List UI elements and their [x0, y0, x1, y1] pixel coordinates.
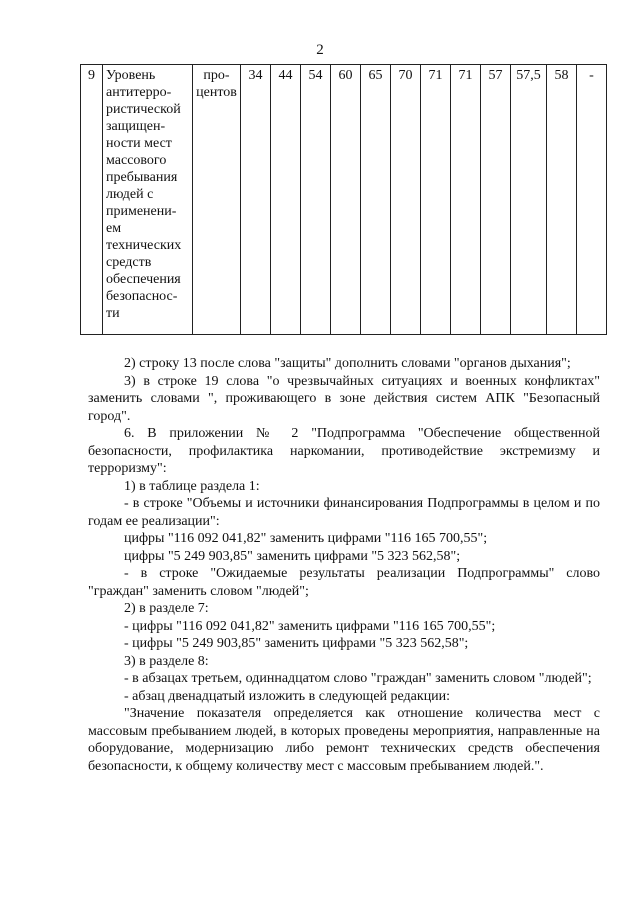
value-cell: 58	[547, 65, 577, 335]
paragraph: - абзац двенадцатый изложить в следующей редакции:	[124, 688, 451, 704]
paragraph: цифры "116 092 041,82" заменить цифрами "116 165 700,55";	[124, 531, 488, 546]
paragraph: 2) в разделе 7:	[124, 601, 209, 616]
paragraph: 1) в таблице раздела 1:	[124, 478, 260, 494]
paragraph: 3) в строке 19 слова "о чрезвычайных ситуациях и военных конфликтах" заменить словами ", проживающего в зоне действия систем АПК "Безопасный город".	[88, 373, 600, 424]
value-cell: 54	[301, 65, 331, 335]
paragraph: - в строке "Объемы и источники финансирования Подпрограммы в целом и по годам ее реализации":	[88, 496, 600, 529]
paragraph: 3) в разделе 8:	[124, 653, 209, 669]
unit-of-measure: про- центов	[193, 65, 241, 335]
paragraph: 2) строку 13 после слова "защиты" дополнить словами "органов дыхания";	[124, 356, 571, 371]
paragraph: - цифры "116 092 041,82" заменить цифрами "116 165 700,55";	[124, 618, 496, 634]
value-cell: 44	[271, 65, 301, 335]
amendment-text	[88, 355, 600, 775]
indicator-name: Уровень антитерро- ристической защищен- ности мест массового пребывания людей с применени- ем технических средств обеспечения безопаснос- ти	[103, 65, 193, 335]
paragraph: 6. В приложении № 2 "Подпрограмма "Обеспечение общественной безопасности, профилактика наркомании, противодействие экстремизму и терроризму":	[88, 426, 600, 476]
value-cell: 65	[361, 65, 391, 335]
row-number: 9	[81, 65, 103, 335]
table-row	[81, 65, 607, 335]
value-cell: 71	[451, 65, 481, 335]
page-number: 2	[316, 42, 324, 58]
paragraph: "Значение показателя определяется как отношение количества мест с массовым пребыванием людей, в которых проведены мероприятия, направленные на оборудование, модернизацию либо ремонт технических средств обеспечения безопасности, к общему количеству мест с массовым пребыванием людей.".	[88, 706, 600, 774]
value-cell: 71	[421, 65, 451, 335]
value-cell: 60	[331, 65, 361, 335]
value-cell: -	[577, 65, 607, 335]
indicator-table	[80, 64, 607, 335]
paragraph: - цифры "5 249 903,85" заменить цифрами "5 323 562,58";	[124, 636, 469, 651]
paragraph: - в строке "Ожидаемые результаты реализации Подпрограммы" слово "граждан" заменить словом "людей";	[88, 566, 600, 599]
paragraph: - в абзацах третьем, одиннадцатом слово "граждан" заменить словом "людей";	[124, 671, 592, 686]
paragraph: цифры "5 249 903,85" заменить цифрами "5 323 562,58";	[124, 548, 461, 564]
value-cell: 57	[481, 65, 511, 335]
value-cell: 34	[241, 65, 271, 335]
value-cell: 70	[391, 65, 421, 335]
value-cell: 57,5	[511, 65, 547, 335]
